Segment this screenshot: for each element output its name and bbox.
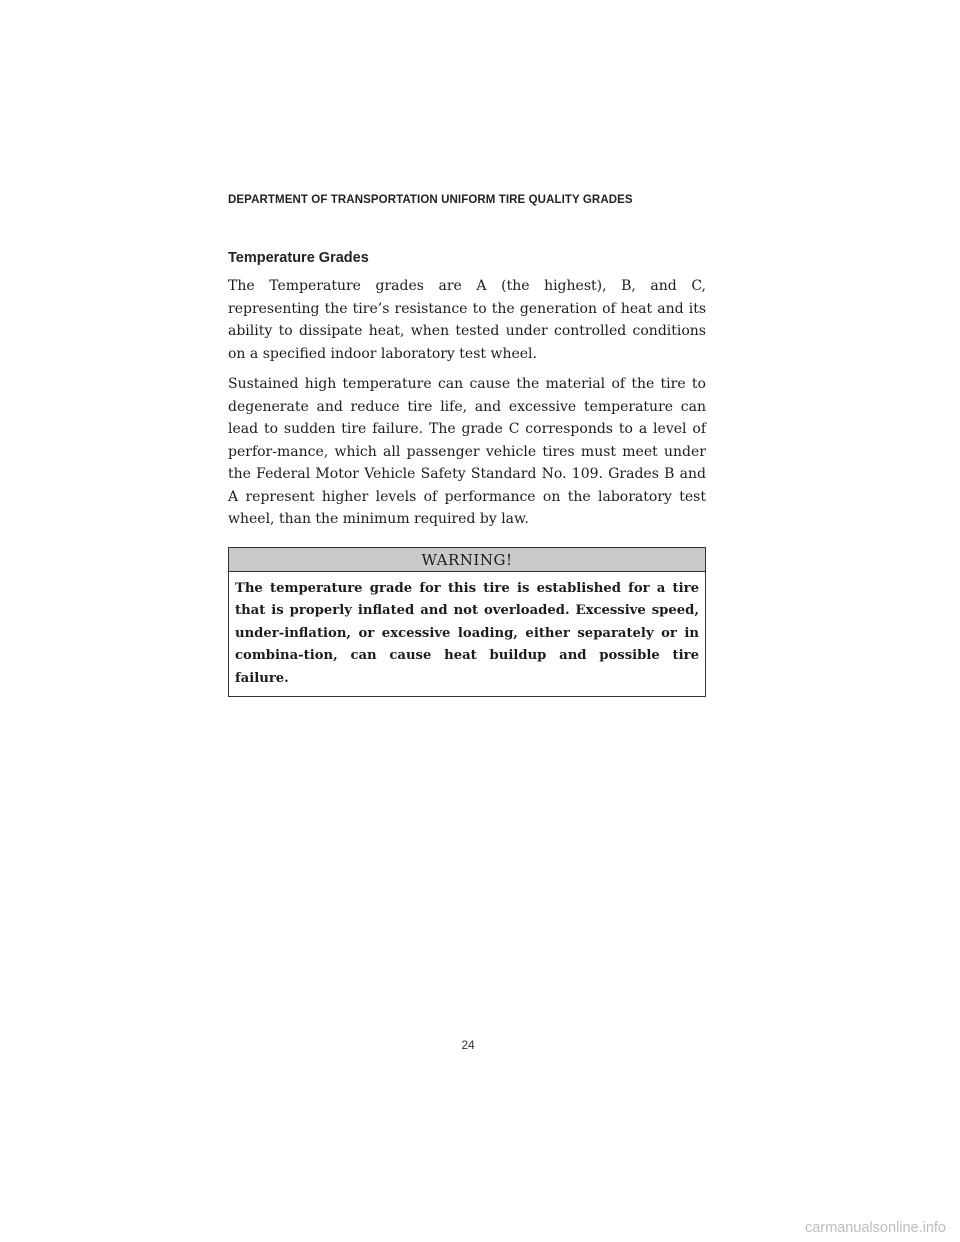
paragraph-sustained-temperature: Sustained high temperature can cause the material of the tire to degenerate and reduce tire life, and excessive temperature can lead to sudden tire failure. The grade C corresponds to a level of perfor-mance, which all passenger vehicle tires must meet under the Federal Motor Vehicle Safety Standard No. 109. Grades B and A represent higher levels of performance on the laboratory test wheel, than the minimum required by law. [228, 376, 706, 527]
page-content [228, 250, 706, 697]
running-header: DEPARTMENT OF TRANSPORTATION UNIFORM TIRE QUALITY GRADES [228, 194, 633, 206]
warning-text: The temperature grade for this tire is established for a tire that is properly inflated and not overloaded. Excessive speed, under-inflation, or excessive loading, either separately or in combina-tion, can cause heat buildup and possible tire failure. [235, 580, 699, 686]
warning-title: WARNING! [229, 548, 705, 572]
watermark: carmanualsonline.info [804, 1220, 946, 1236]
page-number: 24 [461, 1038, 475, 1052]
warning-box [228, 547, 706, 698]
section-heading: Temperature Grades [228, 250, 369, 266]
paragraph-temperature-grades: The Temperature grades are A (the highest), B, and C, representing the tire’s resistance to the generation of heat and its ability to dissipate heat, when tested under controlled conditions on a specified indoor laboratory test wheel. [228, 278, 706, 362]
